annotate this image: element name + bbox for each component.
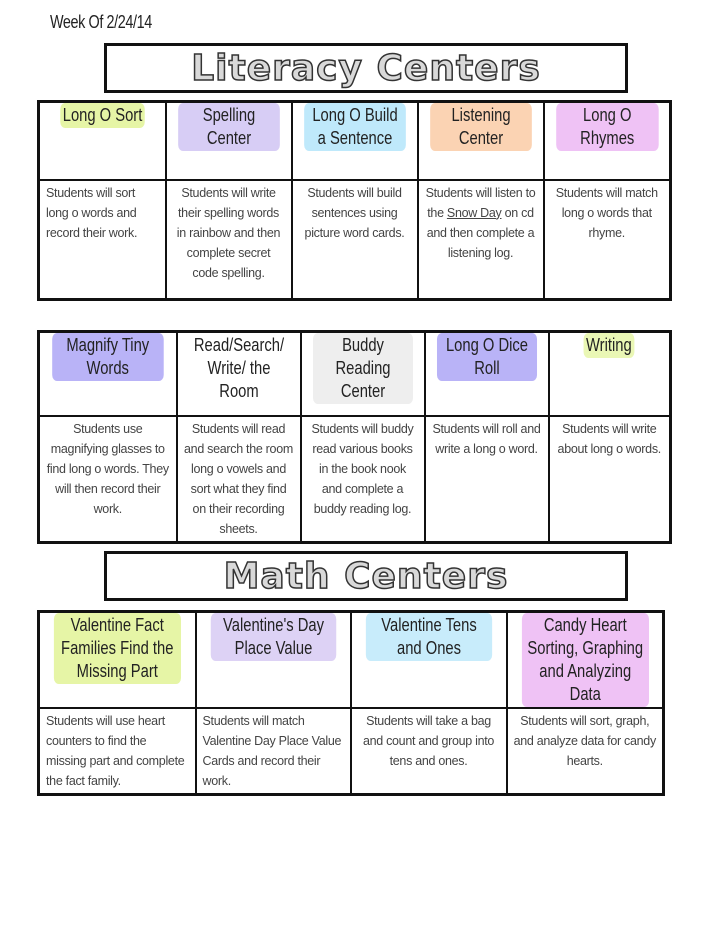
center-description (196, 708, 351, 795)
center-description (425, 416, 549, 543)
center-description (544, 180, 671, 300)
center-header (166, 102, 292, 180)
center-desc-text: Students will sort long o words and record their work. (46, 185, 138, 240)
center-header (549, 332, 671, 416)
center-title: Read/Search/ Write/ the Room (188, 333, 288, 404)
literacy-centers-banner (104, 43, 628, 93)
center-description (177, 416, 301, 543)
center-title: Valentine Fact Families Find the Missing Part (54, 613, 181, 684)
center-header (544, 102, 671, 180)
week-label: Week Of 2/24/14 (50, 12, 152, 32)
center-desc-text: Students will use heart counters to find the missing part and complete the fact family. (46, 714, 185, 788)
literacy-centers-title: Literacy Centers (191, 47, 541, 89)
math-centers-banner (104, 551, 628, 601)
center-title: Candy Heart Sorting, Graphing and Analyzing Data (521, 613, 648, 707)
center-title: Long O Sort (60, 103, 145, 128)
center-header (196, 612, 351, 709)
center-desc-text: Students will buddy read various books in the book nook and complete a buddy reading log. (311, 421, 414, 516)
center-title: Listening Center (430, 103, 532, 151)
center-desc-text: Students will roll and write a long o word. (432, 421, 541, 456)
center-description (351, 708, 507, 795)
center-header (418, 102, 544, 180)
literacy-table-row2 (37, 330, 672, 544)
literacy-table-row1 (37, 100, 672, 301)
center-title: Long O Rhymes (556, 103, 658, 151)
center-header (39, 102, 166, 180)
center-title: Buddy Reading Center (312, 333, 412, 404)
center-description (301, 416, 425, 543)
desc-part: Students will listen to the (425, 185, 536, 220)
center-title: Writing (584, 333, 635, 358)
center-description (292, 180, 418, 300)
center-header (351, 612, 507, 709)
center-description (418, 180, 544, 300)
center-desc-text: Students will write their spelling words in rainbow and then complete secret code spelling. (176, 185, 281, 280)
center-header (507, 612, 664, 709)
center-title: Long O Dice Roll (436, 333, 536, 381)
desc-part: on cd and then complete a listening log. (426, 205, 535, 260)
center-desc-text: Students will sort, graph, and analyze data for candy hearts. (513, 714, 656, 768)
center-header (39, 612, 196, 709)
center-header (301, 332, 425, 416)
center-description (166, 180, 292, 300)
center-description (549, 416, 671, 543)
math-centers-title: Math Centers (223, 555, 509, 597)
center-desc-text: Students will match Valentine Day Place Value Cards and record their work. (202, 714, 342, 788)
center-title: Valentine Tens and Ones (365, 613, 491, 661)
center-title: Magnify Tiny Words (52, 333, 163, 381)
center-desc-text: Students will write about long o words. (557, 421, 661, 456)
center-title: Spelling Center (178, 103, 280, 151)
center-desc-text: Students will build sentences using picture word cards. (304, 185, 405, 240)
center-description (39, 708, 196, 795)
center-desc-text (419, 181, 543, 265)
center-header (177, 332, 301, 416)
center-title: Long O Build a Sentence (304, 103, 406, 151)
center-header (39, 332, 177, 416)
math-table (37, 610, 665, 796)
center-header (425, 332, 549, 416)
book-title-underlined: Snow Day (446, 205, 502, 220)
center-title: Valentine's Day Place Value (210, 613, 335, 661)
center-desc-text: Students will read and search the room long o vowels and sort what they find on their recording sheets. (184, 421, 293, 536)
center-description (39, 416, 177, 543)
center-desc-text: Students will take a bag and count and group into tens and ones. (362, 714, 495, 768)
center-header (292, 102, 418, 180)
center-description (39, 180, 166, 300)
center-desc-text: Students will match long o words that rhyme. (555, 185, 658, 240)
center-desc-text: Students use magnifying glasses to find long o words. They will then record their work. (46, 421, 169, 516)
center-description (507, 708, 664, 795)
